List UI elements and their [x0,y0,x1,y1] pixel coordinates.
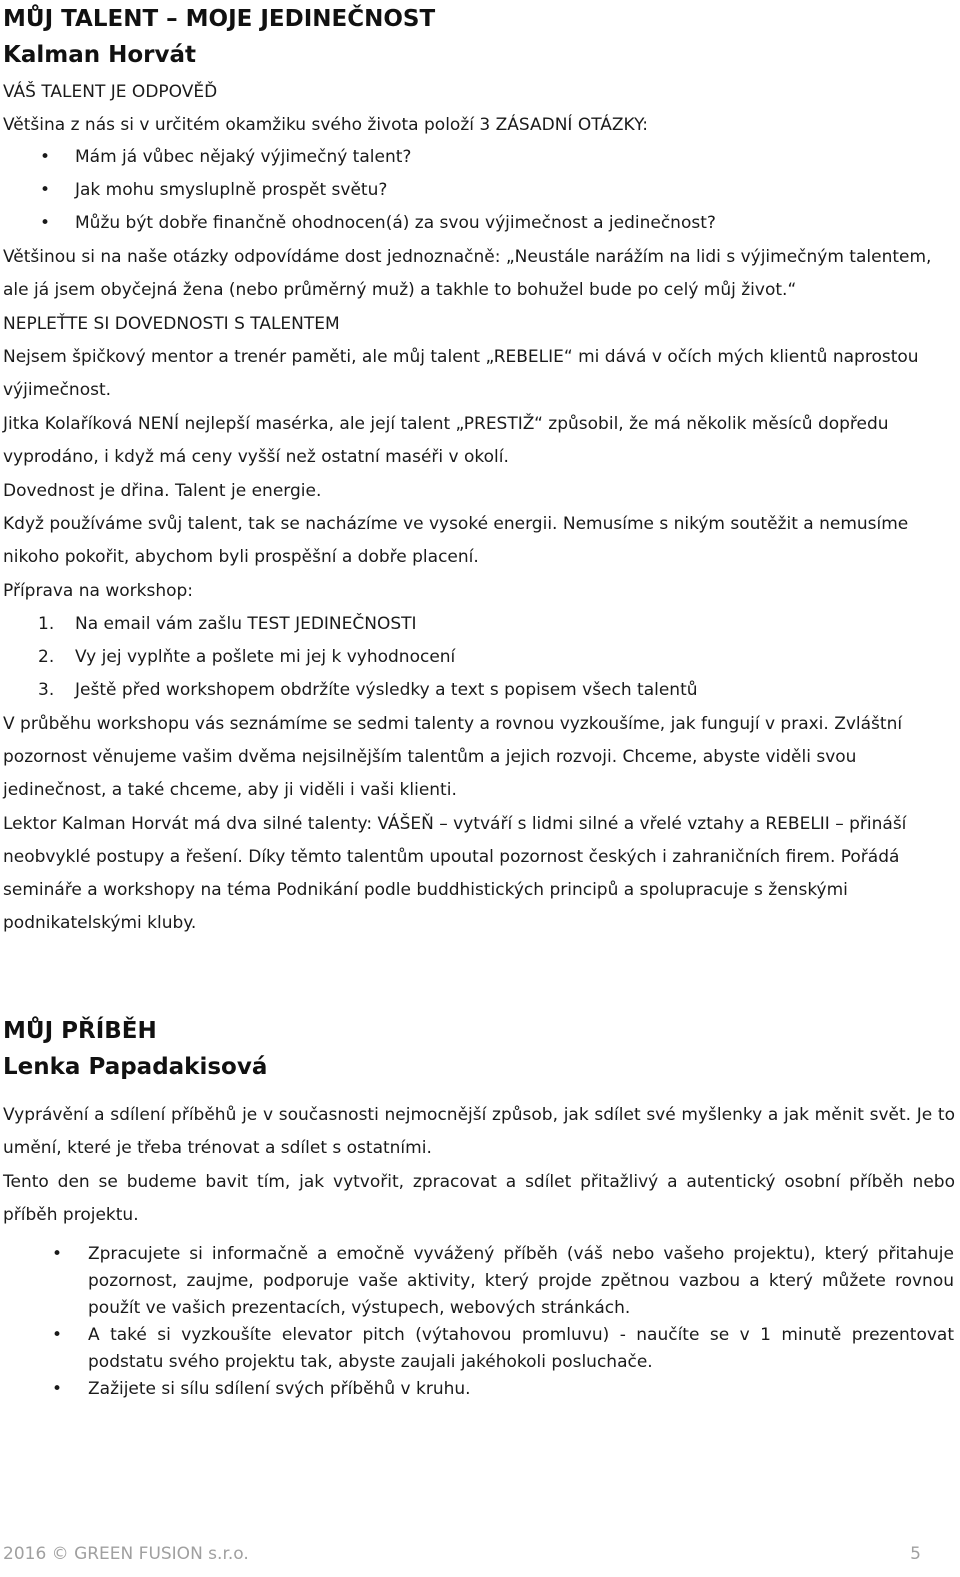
story-paragraph-2: Tento den se budeme bavit tím, jak vytvořit, zpracovat a sdílet přitažlivý a autentický osobní příběh nebo příběh projektu. [3,1172,955,1225]
page-number: 5 [910,1544,921,1564]
section2-author: Lenka Papadakisová [3,1054,268,1080]
bullet-icon: • [52,1325,63,1345]
section1-heading2: NEPLEŤTE SI DOVEDNOSTI S TALENTEM [3,314,340,334]
bullet-icon: • [40,180,51,200]
bullet-icon: • [40,213,51,233]
story-paragraph-1: Vyprávění a sdílení příběhů je v současnosti nejmocnější způsob, jak sdílet své myšlenky a jak měnit svět. Je to umění, které je třeba trénovat a sdílet s ostatními. [3,1105,955,1158]
mentor-paragraph: Nejsem špičkový mentor a trenér paměti, ale můj talent „REBELIE“ mi dává v očích mých klientů naprostou výjimečnost. [3,347,919,400]
high-energy-paragraph: Když používáme svůj talent, tak se nacházíme ve vysoké energii. Nemusíme s nikým soutěžit a nemusíme nikoho pokořit, abychom byli prospěšní a dobře placení. [3,514,909,567]
bullet-icon: • [52,1244,63,1264]
prep-label: Příprava na workshop: [3,581,194,601]
page-footer [3,1544,921,1564]
energy-paragraph: Dovednost je dřina. Talent je energie. [3,481,322,501]
footer-copyright: 2016 © GREEN FUSION s.r.o. [3,1544,249,1564]
lektor-paragraph: Lektor Kalman Horvát má dva silné talenty: VÁŠEŇ – vytváří s lidmi silné a vřelé vztahy a REBELII – přináší neobvyklé postupy a řešení. Díky těmto talentům upoutal pozornost českých i zahraničních firem. Pořádá semináře a workshopy na téma Podnikání podle buddhistických principů a spolupracuje s ženskými podnikatelskými kluby. [3,814,907,933]
section1-title: MŮJ TALENT – MOJE JEDINEČNOST [3,6,436,32]
bullet-icon: • [52,1379,63,1399]
section2-title: MŮJ PŘÍBĚH [3,1018,157,1044]
jitka-paragraph: Jitka Kolaříková NENÍ nejlepší masérka, ale její talent „PRESTIŽ“ způsobil, že má několik měsíců dopředu vyprodáno, i když má ceny vyšší než ostatní maséři v okolí. [3,414,889,467]
intro-paragraph: Většina z nás si v určitém okamžiku svého života položí 3 ZÁSADNÍ OTÁZKY: [3,115,648,135]
answer-paragraph: Většinou si na naše otázky odpovídáme dost jednoznačně: „Neustále narážím na lidi s výjimečným talentem, ale já jsem obyčejná žena (nebo průměrný muž) a takhle to bohužel bude po celý můj život.“ [3,247,932,300]
bullet-icon: • [40,147,51,167]
section1-subtitle: VÁŠ TALENT JE ODPOVĚĎ [3,82,218,102]
document-page: MŮJ TALENT – MOJE JEDINEČNOST Kalman Horvát VÁŠ TALENT JE ODPOVĚĎ Většina z nás si v určitém okamžiku svého života položí 3 ZÁSADNÍ OTÁZKY: • Mám já vůbec nějaký výjimečný talent? • Jak mohu smysluplně prospět světu? • Můžu být dobře finančně ohodnocen(á) za svou výjimečnost a jedinečnost? Většinou si na naše otázky odpovídáme dost jednoznačně: „Neustále narážím na lidi s výjimečným talentem, ale já jsem obyčejná žena (nebo průměrný muž) a takhle to bohužel bude po celý můj život.“ NEPLEŤTE SI DOVEDNOSTI S TALENTEM Nejsem špičkový mentor a trenér paměti, ale můj talent „REBELIE“ mi dává v očích mých klientů naprostou výjimečnost. Jitka Kolaříková NENÍ nejlepší masérka, ale její talent „PRESTIŽ“ způsobil, že má několik měsíců dopředu vyprodáno, i když má ceny vyšší než ostatní maséři v okolí. Dovednost je dřina. Talent je energie. Když používáme svůj talent, tak se nacházíme ve vysoké energii. Nemusíme s nikým soutěžit a nemusíme nikoho pokořit, abychom byli prospěšní a dobře placení. Příprava na workshop: 1. Na email vám zašlu TEST JEDINEČNOSTI 2. Vy jej vyplňte a pošlete mi jej k vyhodnocení 3. Ještě před workshopem obdržíte výsledky a text s popisem všech talentů V průběhu workshopu vás seznámíme se sedmi talenty a rovnou vyzkoušíme, jak fungují v praxi. Zvláštní pozornost věnujeme vašim dvěma nejsilnějším talentům a jejich rozvoji. Chceme, abyste viděli svou jedinečnost, a také chceme, aby ji viděli i vaši klienti. Lektor Kalman Horvát má dva silné talenty: VÁŠEŇ – vytváří s lidmi silné a vřelé vztahy a REBELII – přináší neobvyklé postupy a řešení. Díky těmto talentům upoutal pozornost českých i zahraničních firem. Pořádá semináře a workshopy na téma Podnikání podle buddhistických principů a spolupracuje s ženskými podnikatelskými kluby. MŮJ PŘÍBĚH Lenka Papadakisová Vyprávění a sdílení příběhů je v současnosti nejmocnější způsob, jak sdílet své myšlenky a jak měnit svět. Je to umění, které je třeba trénovat a sdílet s ostatními. Tento den se budeme bavit tím, jak vytvořit, zpracovat a sdílet přitažlivý a autentický osobní příběh nebo příběh projektu. • Zpracujete si informačně a emočně vyvážený příběh (váš nebo vašeho projektu), který přitahuje pozornost, zaujme, podporuje vaše aktivity, který projde zpětnou vazbou a který můžete rovnou použít ve vašich prezentacích, výstupech, webových stránkách. • A také si vyzkoušíte elevator pitch (výtahovou promluvu) - naučíte se v 1 minutě prezentovat podstatu svého projektu tak, abyste zaujali jakéhokoli posluchače. • Zažijete si sílu sdílení svých příběhů v kruhu. 2016 © GREEN FUSION s.r.o. 5 [0,0,960,1577]
section1-author: Kalman Horvát [3,42,196,68]
workshop-paragraph: V průběhu workshopu vás seznámíme se sedmi talenty a rovnou vyzkoušíme, jak fungují v praxi. Zvláštní pozornost věnujeme vašim dvěma nejsilnějším talentům a jejich rozvoji. Chceme, abyste viděli svou jedinečnost, a také chceme, aby ji viděli i vaši klienti. [3,714,903,800]
